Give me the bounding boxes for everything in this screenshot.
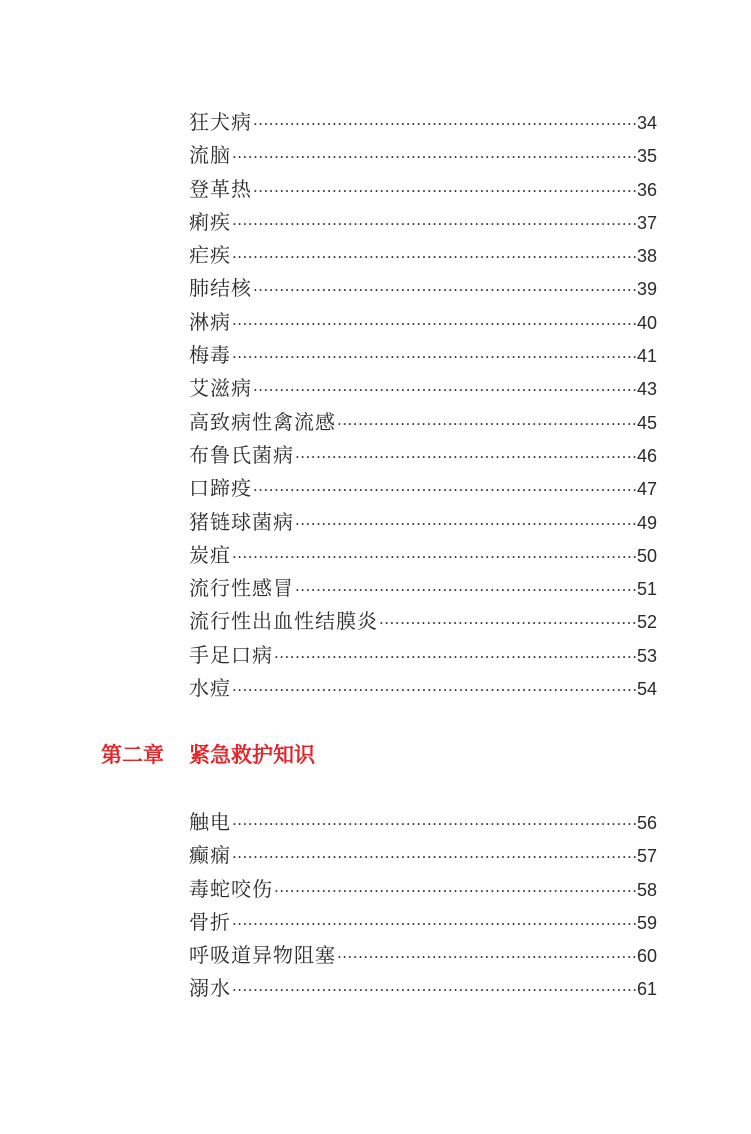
toc-entry-page-number: 54 <box>636 679 657 700</box>
toc-entry[interactable] <box>189 672 657 705</box>
dot-leader <box>231 141 637 174</box>
toc-entry[interactable] <box>189 406 657 439</box>
toc-entry-title: 触电 <box>189 810 231 834</box>
toc-entry-title: 登革热 <box>189 176 252 201</box>
toc-entry-title: 癫痫 <box>189 843 231 868</box>
toc-entry[interactable] <box>189 173 657 206</box>
dot-leader <box>231 241 637 274</box>
dot-leader <box>231 208 637 241</box>
toc-entry[interactable] <box>189 806 657 839</box>
toc-entry[interactable] <box>189 439 657 472</box>
toc-entry-title: 呼吸道异物阻塞 <box>189 943 336 968</box>
toc-entry[interactable] <box>189 972 657 1005</box>
toc-entry-page-number: 38 <box>636 246 657 267</box>
toc-entry-title: 痢疾 <box>189 209 231 234</box>
dot-leader <box>252 175 637 208</box>
toc-entry[interactable] <box>189 839 657 872</box>
toc-entry-page-number: 46 <box>636 445 657 466</box>
toc-entry-page-number: 60 <box>636 946 657 967</box>
toc-entry[interactable] <box>189 539 657 572</box>
toc-list-infectious-diseases <box>189 106 657 705</box>
toc-entry-title: 梅毒 <box>189 343 231 368</box>
toc-entry[interactable] <box>189 906 657 939</box>
toc-entry-title: 狂犬病 <box>189 110 252 134</box>
dot-leader <box>273 875 637 908</box>
toc-entry[interactable] <box>189 939 657 972</box>
toc-entry-page-number: 37 <box>636 212 657 233</box>
toc-entry-title: 艾滋病 <box>189 376 252 401</box>
toc-entry[interactable] <box>189 306 657 339</box>
toc-entry-title: 流脑 <box>189 143 231 168</box>
chapter-heading[interactable] <box>101 739 315 771</box>
dot-leader <box>294 441 637 474</box>
toc-entry-page-number: 36 <box>636 179 657 200</box>
toc-entry-title: 流行性出血性结膜炎 <box>189 609 378 634</box>
toc-entry-title: 淋病 <box>189 309 231 334</box>
toc-entry-title: 布鲁氏菌病 <box>189 442 294 467</box>
toc-entry-title: 水痘 <box>189 676 231 701</box>
toc-entry-page-number: 35 <box>636 146 657 167</box>
toc-entry-page-number: 57 <box>636 846 657 867</box>
toc-list-emergency-rescue <box>189 806 657 1006</box>
toc-entry-page-number: 61 <box>636 979 657 1000</box>
toc-entry[interactable] <box>189 506 657 539</box>
dot-leader <box>231 674 637 707</box>
toc-entry[interactable] <box>189 472 657 505</box>
toc-entry-page-number: 47 <box>636 479 657 500</box>
toc-entry[interactable] <box>189 639 657 672</box>
toc-entry-page-number: 52 <box>636 612 657 633</box>
toc-entry-page-number: 56 <box>636 813 657 833</box>
toc-entry[interactable] <box>189 239 657 272</box>
toc-entry[interactable] <box>189 339 657 372</box>
dot-leader <box>252 474 637 507</box>
dot-leader <box>231 974 637 1007</box>
toc-entry[interactable] <box>189 206 657 239</box>
dot-leader <box>273 641 637 674</box>
chapter-title: 紧急救护知识 <box>189 743 315 767</box>
toc-entry-page-number: 51 <box>636 579 657 600</box>
toc-entry-page-number: 34 <box>636 113 657 133</box>
dot-leader <box>231 808 637 841</box>
toc-entry-title: 炭疽 <box>189 542 231 567</box>
toc-entry-title: 高致病性禽流感 <box>189 409 336 434</box>
toc-entry[interactable] <box>189 572 657 605</box>
dot-leader <box>252 374 637 407</box>
dot-leader <box>231 341 637 374</box>
toc-entry-title: 手足口病 <box>189 642 273 667</box>
toc-entry-page-number: 40 <box>636 312 657 333</box>
toc-entry-page-number: 50 <box>636 545 657 566</box>
toc-entry-title: 口蹄疫 <box>189 476 252 501</box>
toc-entry-page-number: 41 <box>636 346 657 367</box>
dot-leader <box>336 941 637 974</box>
toc-entry-page-number: 39 <box>636 279 657 300</box>
toc-entry-title: 疟疾 <box>189 243 231 268</box>
dot-leader <box>336 408 637 441</box>
toc-entry-page-number: 53 <box>636 645 657 666</box>
dot-leader <box>231 908 637 941</box>
toc-entry-page-number: 45 <box>636 412 657 433</box>
dot-leader <box>252 108 637 141</box>
toc-entry-title: 肺结核 <box>189 276 252 301</box>
toc-entry-page-number: 58 <box>636 879 657 900</box>
toc-entry-title: 猪链球菌病 <box>189 509 294 534</box>
toc-entry[interactable] <box>189 272 657 305</box>
dot-leader <box>252 274 637 307</box>
toc-entry-page-number: 49 <box>636 512 657 533</box>
toc-entry[interactable] <box>189 605 657 638</box>
toc-entry[interactable] <box>189 873 657 906</box>
dot-leader <box>231 841 637 874</box>
toc-entry-title: 流行性感冒 <box>189 576 294 601</box>
toc-entry-title: 溺水 <box>189 976 231 1001</box>
toc-entry-title: 毒蛇咬伤 <box>189 876 273 901</box>
dot-leader <box>231 308 637 341</box>
dot-leader <box>294 574 637 607</box>
toc-entry[interactable] <box>189 106 657 139</box>
dot-leader <box>231 541 637 574</box>
chapter-number: 第二章 <box>101 743 164 767</box>
dot-leader <box>378 607 637 640</box>
toc-entry-title: 骨折 <box>189 909 231 934</box>
toc-entry[interactable] <box>189 139 657 172</box>
toc-entry[interactable] <box>189 372 657 405</box>
toc-entry-page-number: 43 <box>636 379 657 400</box>
toc-entry-page-number: 59 <box>636 912 657 933</box>
dot-leader <box>294 508 637 541</box>
